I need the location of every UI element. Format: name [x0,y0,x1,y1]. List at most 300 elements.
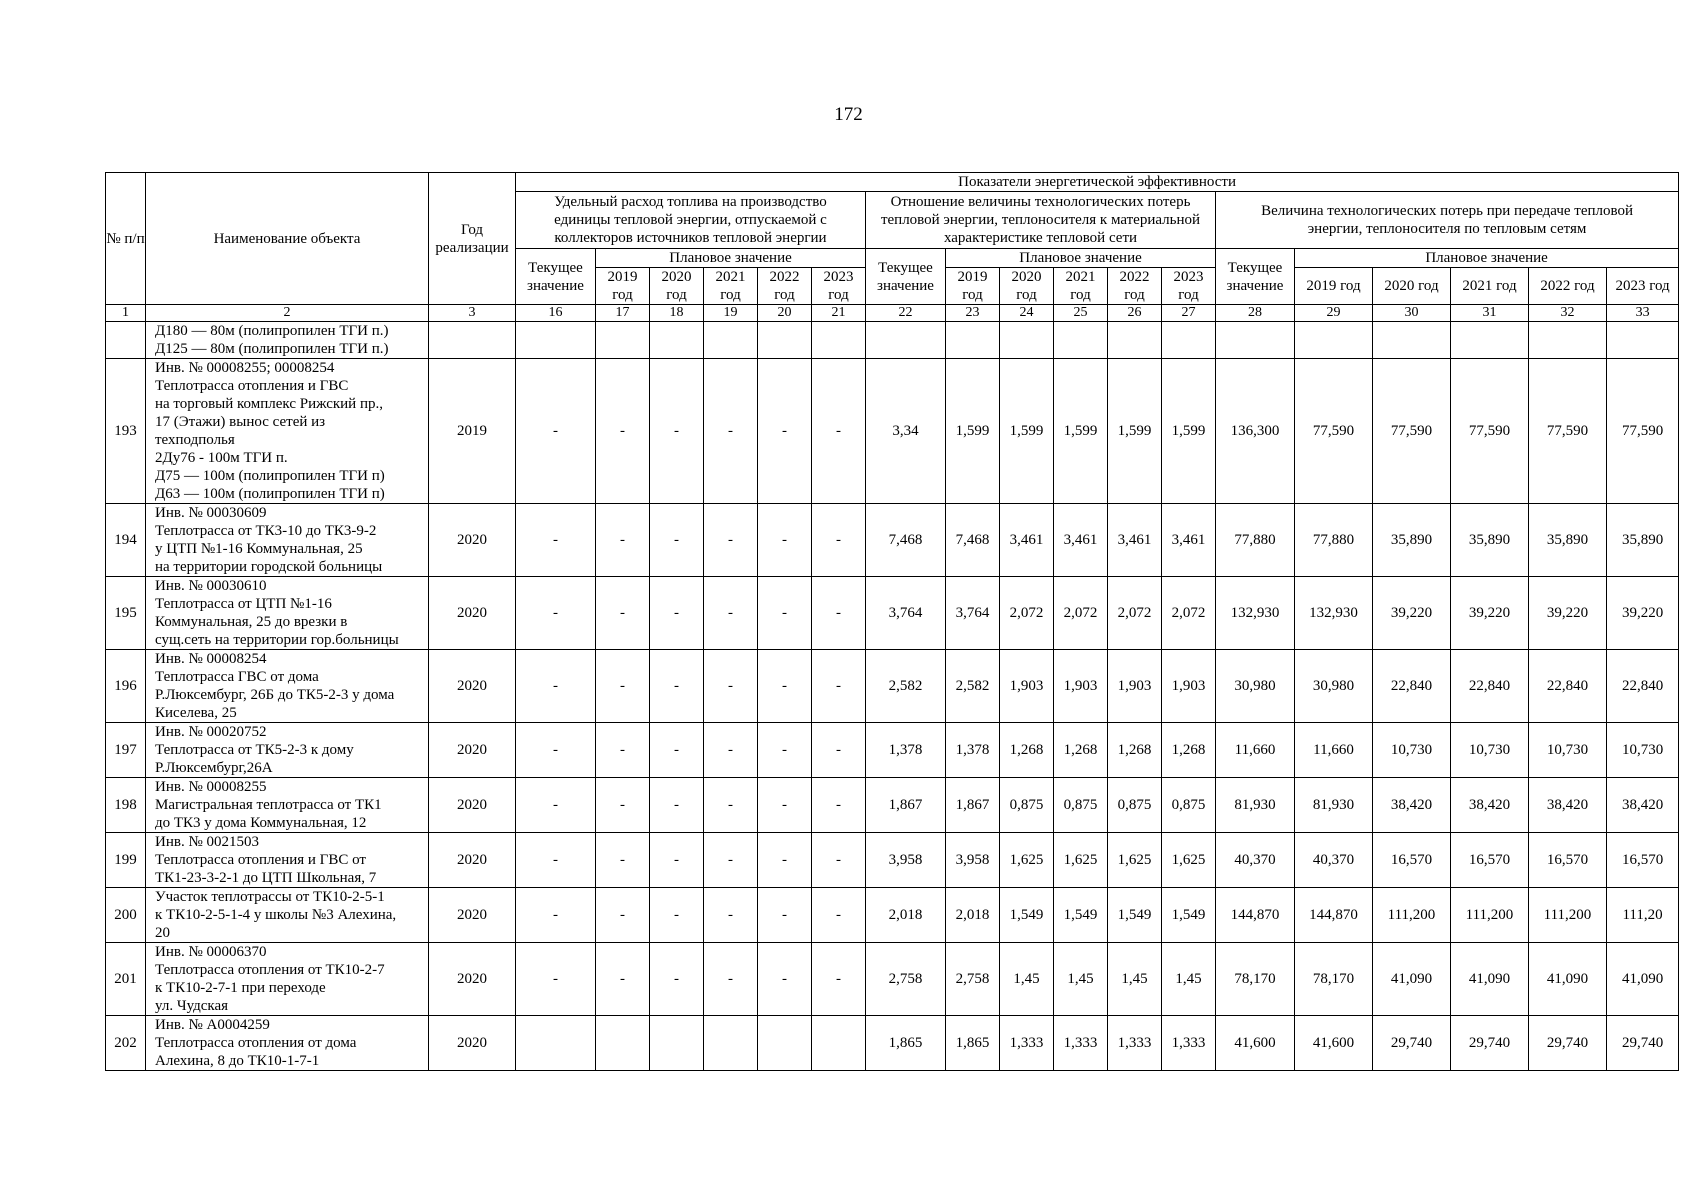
header-current: Текущее значение [1216,249,1295,305]
value-cell: 1,268 [1162,723,1216,778]
header-year-2019: 2019 год [1295,268,1373,305]
object-name-line: ТК1-23-3-2-1 до ЦТП Школьная, 7 [155,870,377,886]
value-cell: 77,590 [1451,359,1529,504]
value-cell: 29,740 [1373,1016,1451,1071]
value-cell: 111,200 [1373,888,1451,943]
value-cell: 1,903 [1000,650,1054,723]
value-cell [1607,322,1679,359]
table-row [106,1016,1679,1071]
value-cell: 41,090 [1373,943,1451,1016]
object-name-line: Участок теплотрассы от ТК10-2-5-1 [155,889,385,905]
table-row [106,943,1679,1016]
energy-efficiency-table [105,172,1679,1071]
header-year-2023: 2023 год [1162,268,1216,305]
column-number: 21 [812,305,866,322]
implementation-year: 2020 [429,833,516,888]
value-cell: 1,599 [1108,359,1162,504]
column-number: 33 [1607,305,1679,322]
value-cell: - [812,504,866,577]
table-row [106,888,1679,943]
value-cell: - [758,778,812,833]
header-current: Текущее значение [866,249,946,305]
value-cell: - [596,650,650,723]
value-cell: - [812,888,866,943]
value-cell [1216,322,1295,359]
value-cell: - [596,833,650,888]
implementation-year: 2020 [429,888,516,943]
value-cell: 16,570 [1373,833,1451,888]
value-cell [516,1016,596,1071]
value-cell: - [650,778,704,833]
value-cell: - [812,778,866,833]
value-cell: - [704,504,758,577]
value-cell: 38,420 [1451,778,1529,833]
header-group-losses: Величина технологических потерь при передаче тепловой энергии, теплоносителя по тепловым сетям [1216,192,1679,249]
object-name [146,888,429,943]
value-cell: 132,930 [1295,577,1373,650]
implementation-year: 2020 [429,504,516,577]
value-cell: 3,461 [1162,504,1216,577]
header-year-2020: 2020 год [650,268,704,305]
value-cell: 81,930 [1216,778,1295,833]
value-cell [758,322,812,359]
header-year-2023: 2023 год [1607,268,1679,305]
column-number: 3 [429,305,516,322]
value-cell: 35,890 [1373,504,1451,577]
value-cell: 1,599 [1000,359,1054,504]
value-cell: 1,333 [1000,1016,1054,1071]
value-cell: 39,220 [1373,577,1451,650]
value-cell: - [516,504,596,577]
value-cell: - [516,943,596,1016]
value-cell: - [704,723,758,778]
value-cell: 136,300 [1216,359,1295,504]
object-name [146,322,429,359]
value-cell: - [516,888,596,943]
object-name-line: на торговый комплекс Рижский пр., [155,396,383,412]
row-number: 200 [106,888,146,943]
object-name-line: Д75 — 100м (полипропилен ТГИ п) [155,468,385,484]
value-cell: 1,903 [1054,650,1108,723]
value-cell [1054,322,1108,359]
value-cell: 1,549 [1054,888,1108,943]
header-current: Текущее значение [516,249,596,305]
value-cell [596,322,650,359]
header-num: № п/п [106,173,146,305]
value-cell: 1,549 [1162,888,1216,943]
row-number: 201 [106,943,146,1016]
object-name [146,1016,429,1071]
value-cell [704,322,758,359]
value-cell: 77,590 [1607,359,1679,504]
value-cell [650,322,704,359]
value-cell: - [650,577,704,650]
object-name-line: Теплотрасса отопления и ГВС от [155,852,366,868]
column-number: 24 [1000,305,1054,322]
value-cell: 1,903 [1162,650,1216,723]
value-cell: - [704,943,758,1016]
value-cell: 1,45 [1000,943,1054,1016]
value-cell: 1,865 [946,1016,1000,1071]
object-name-line: Д180 — 80м (полипропилен ТГИ п.) [155,323,389,339]
column-number: 30 [1373,305,1451,322]
value-cell: - [758,833,812,888]
implementation-year: 2020 [429,650,516,723]
object-name-line: Р.Люксембург,26А [155,760,273,776]
value-cell: - [812,723,866,778]
column-number: 25 [1054,305,1108,322]
value-cell: 35,890 [1607,504,1679,577]
object-name-line: Инв. № 00030610 [155,578,267,594]
value-cell: - [650,504,704,577]
value-cell: - [650,650,704,723]
row-number [106,322,146,359]
value-cell: 1,867 [946,778,1000,833]
value-cell [650,1016,704,1071]
value-cell: - [516,577,596,650]
header-year-2022: 2022 год [1108,268,1162,305]
object-name [146,359,429,504]
value-cell: 1,625 [1000,833,1054,888]
value-cell: 30,980 [1295,650,1373,723]
object-name-line: Инв. № 00008255; 00008254 [155,360,335,376]
value-cell: - [812,577,866,650]
value-cell [812,322,866,359]
header-year-2021: 2021 год [704,268,758,305]
value-cell: - [758,888,812,943]
value-cell: 40,370 [1295,833,1373,888]
value-cell: - [650,359,704,504]
table-row [106,833,1679,888]
value-cell: 1,333 [1108,1016,1162,1071]
table-row [106,359,1679,504]
object-name-line: Д125 — 80м (полипропилен ТГИ п.) [155,341,389,357]
column-number: 2 [146,305,429,322]
value-cell: 11,660 [1295,723,1373,778]
object-name-line: 20 [155,925,170,941]
value-cell: 3,958 [946,833,1000,888]
value-cell: - [650,943,704,1016]
value-cell [1162,322,1216,359]
row-number: 199 [106,833,146,888]
header-year-2022: 2022 год [1529,268,1607,305]
header-year-2021: 2021 год [1451,268,1529,305]
value-cell: 2,018 [866,888,946,943]
value-cell: 41,090 [1529,943,1607,1016]
value-cell: 10,730 [1451,723,1529,778]
value-cell: 16,570 [1607,833,1679,888]
value-cell: 111,20 [1607,888,1679,943]
header-group-fuel: Удельный расход топлива на производство единицы тепловой энергии, отпускаемой с коллекторов источников тепловой энергии [516,192,866,249]
value-cell: 3,461 [1054,504,1108,577]
value-cell: 2,072 [1054,577,1108,650]
value-cell [866,322,946,359]
column-number: 19 [704,305,758,322]
value-cell [758,1016,812,1071]
value-cell: 1,268 [1000,723,1054,778]
value-cell: 0,875 [1162,778,1216,833]
object-name [146,943,429,1016]
header-year: Год реализации [429,173,516,305]
row-number: 195 [106,577,146,650]
header-planned: Плановое значение [596,249,866,268]
value-cell [1108,322,1162,359]
value-cell: 29,740 [1607,1016,1679,1071]
object-name-line: Магистральная теплотрасса от ТК1 [155,797,382,813]
object-name [146,504,429,577]
value-cell: 38,420 [1373,778,1451,833]
row-number: 196 [106,650,146,723]
value-cell: - [596,577,650,650]
value-cell: - [650,723,704,778]
value-cell: 7,468 [946,504,1000,577]
value-cell: 2,582 [866,650,946,723]
object-name-line: Теплотрасса ГВС от дома [155,669,319,685]
object-name-line: Инв. № 00008255 [155,779,267,795]
column-number: 22 [866,305,946,322]
header-name: Наименование объекта [146,173,429,305]
value-cell: 77,880 [1295,504,1373,577]
value-cell: - [596,888,650,943]
value-cell: - [758,943,812,1016]
object-name [146,577,429,650]
value-cell: 78,170 [1216,943,1295,1016]
object-name-line: Инв. № 0021503 [155,834,260,850]
value-cell: 30,980 [1216,650,1295,723]
value-cell: 22,840 [1451,650,1529,723]
value-cell: - [704,888,758,943]
value-cell: 1,867 [866,778,946,833]
value-cell: 29,740 [1529,1016,1607,1071]
header-year-2022: 2022 год [758,268,812,305]
value-cell: 2,072 [1000,577,1054,650]
value-cell: 39,220 [1607,577,1679,650]
header-indicators: Показатели энергетической эффективности [516,173,1679,192]
value-cell: 1,268 [1108,723,1162,778]
value-cell: - [704,833,758,888]
table-row [106,577,1679,650]
table-row [106,322,1679,359]
value-cell: 22,840 [1607,650,1679,723]
value-cell: 39,220 [1451,577,1529,650]
value-cell: - [516,359,596,504]
value-cell: - [516,778,596,833]
object-name-line: Теплотрасса отопления от ТК10-2-7 [155,962,385,978]
value-cell: 1,333 [1162,1016,1216,1071]
value-cell: 35,890 [1451,504,1529,577]
object-name-line: Теплотрасса от ТК3-10 до ТК3-9-2 [155,523,377,539]
value-cell: 38,420 [1607,778,1679,833]
object-name-line: Теплотрасса от ЦТП №1-16 [155,596,332,612]
value-cell: 1,333 [1054,1016,1108,1071]
object-name-line: на территории городской больницы [155,559,383,575]
object-name [146,778,429,833]
value-cell: - [758,577,812,650]
value-cell: 11,660 [1216,723,1295,778]
object-name-line: Теплотрасса от ТК5-2-3 к дому [155,742,354,758]
row-number: 198 [106,778,146,833]
implementation-year: 2020 [429,943,516,1016]
column-number: 18 [650,305,704,322]
value-cell: 3,461 [1000,504,1054,577]
table-row [106,504,1679,577]
value-cell: - [758,359,812,504]
table-row [106,723,1679,778]
object-name-line: Алехина, 8 до ТК10-1-7-1 [155,1053,320,1069]
header-year-2020: 2020 год [1000,268,1054,305]
value-cell: 132,930 [1216,577,1295,650]
value-cell: 35,890 [1529,504,1607,577]
value-cell: - [516,833,596,888]
column-number: 32 [1529,305,1607,322]
column-number: 17 [596,305,650,322]
object-name-line: к ТК10-2-7-1 при переходе [155,980,326,996]
value-cell: 0,875 [1000,778,1054,833]
value-cell [946,322,1000,359]
value-cell: - [596,778,650,833]
value-cell: 1,625 [1162,833,1216,888]
value-cell: 10,730 [1373,723,1451,778]
row-number: 197 [106,723,146,778]
value-cell: 1,625 [1108,833,1162,888]
value-cell: - [516,723,596,778]
value-cell: 22,840 [1529,650,1607,723]
value-cell: - [704,359,758,504]
value-cell: 1,599 [1162,359,1216,504]
object-name-line: Теплотрасса отопления от дома [155,1035,357,1051]
value-cell [596,1016,650,1071]
value-cell: - [758,650,812,723]
value-cell: 1,599 [946,359,1000,504]
value-cell: - [704,650,758,723]
object-name-line: Теплотрасса отопления и ГВС [155,378,349,394]
value-cell: 22,840 [1373,650,1451,723]
value-cell: 1,378 [866,723,946,778]
value-cell: 1,903 [1108,650,1162,723]
value-cell: 2,758 [946,943,1000,1016]
object-name-line: 17 (Этажи) вынос сетей из [155,414,326,430]
value-cell: 1,599 [1054,359,1108,504]
value-cell: - [812,833,866,888]
column-number: 1 [106,305,146,322]
object-name [146,650,429,723]
header-planned: Плановое значение [1295,249,1679,268]
value-cell: 3,461 [1108,504,1162,577]
object-name-line: Д63 — 100м (полипропилен ТГИ п) [155,486,385,502]
value-cell: 7,468 [866,504,946,577]
value-cell: - [704,577,758,650]
object-name [146,723,429,778]
value-cell: 111,200 [1529,888,1607,943]
value-cell: 16,570 [1451,833,1529,888]
value-cell: 10,730 [1607,723,1679,778]
value-cell: - [596,943,650,1016]
value-cell: 77,590 [1529,359,1607,504]
value-cell: 41,090 [1607,943,1679,1016]
value-cell: 2,758 [866,943,946,1016]
table-row [106,650,1679,723]
value-cell: 3,958 [866,833,946,888]
value-cell: - [812,943,866,1016]
row-number: 202 [106,1016,146,1071]
header-group-loss-ratio: Отношение величины технологических потерь тепловой энергии, теплоносителя к материальной характеристике тепловой сети [866,192,1216,249]
value-cell: 1,45 [1054,943,1108,1016]
header-year-2021: 2021 год [1054,268,1108,305]
value-cell [1451,322,1529,359]
row-number: 193 [106,359,146,504]
value-cell: 1,378 [946,723,1000,778]
object-name-line: Коммунальная, 25 до врезки в [155,614,348,630]
object-name-line: Киселева, 25 [155,705,237,721]
implementation-year: 2020 [429,778,516,833]
value-cell [516,322,596,359]
value-cell [1529,322,1607,359]
object-name-line: до ТК3 у дома Коммунальная, 12 [155,815,367,831]
column-number: 29 [1295,305,1373,322]
implementation-year: 2020 [429,577,516,650]
column-number: 27 [1162,305,1216,322]
object-name-line: ул. Чудская [155,998,229,1014]
value-cell: 1,865 [866,1016,946,1071]
value-cell: - [650,833,704,888]
value-cell [704,1016,758,1071]
value-cell: 2,072 [1162,577,1216,650]
value-cell: - [758,504,812,577]
column-number: 31 [1451,305,1529,322]
header-year-2020: 2020 год [1373,268,1451,305]
value-cell: 3,34 [866,359,946,504]
value-cell: 81,930 [1295,778,1373,833]
column-number: 28 [1216,305,1295,322]
column-number: 16 [516,305,596,322]
value-cell: 77,590 [1295,359,1373,504]
value-cell: 39,220 [1529,577,1607,650]
value-cell [812,1016,866,1071]
implementation-year [429,322,516,359]
value-cell: - [758,723,812,778]
header-year-2019: 2019 год [596,268,650,305]
object-name-line: Инв. № 00030609 [155,505,267,521]
page-number: 172 [834,104,863,125]
value-cell: - [812,359,866,504]
column-number: 20 [758,305,812,322]
value-cell: 2,582 [946,650,1000,723]
header-year-2023: 2023 год [812,268,866,305]
value-cell: 78,170 [1295,943,1373,1016]
value-cell: - [812,650,866,723]
value-cell: 1,549 [1000,888,1054,943]
value-cell: 0,875 [1054,778,1108,833]
value-cell: - [596,359,650,504]
value-cell: 1,45 [1162,943,1216,1016]
object-name-line: техподполья [155,432,235,448]
value-cell: 2,018 [946,888,1000,943]
value-cell: 40,370 [1216,833,1295,888]
implementation-year: 2020 [429,723,516,778]
object-name-line: Инв. № 00008254 [155,651,267,667]
value-cell: 77,590 [1373,359,1451,504]
header-year-2019: 2019 год [946,268,1000,305]
object-name-line: к ТК10-2-5-1-4 у школы №3 Алехина, [155,907,397,923]
object-name-line: Инв. № 00006370 [155,944,267,960]
value-cell: - [596,723,650,778]
object-name-line: 2Ду76 - 100м ТГИ п. [155,450,288,466]
object-name-line: Инв. № 00020752 [155,724,267,740]
value-cell: 144,870 [1295,888,1373,943]
value-cell: 1,45 [1108,943,1162,1016]
value-cell: 1,268 [1054,723,1108,778]
value-cell [1000,322,1054,359]
